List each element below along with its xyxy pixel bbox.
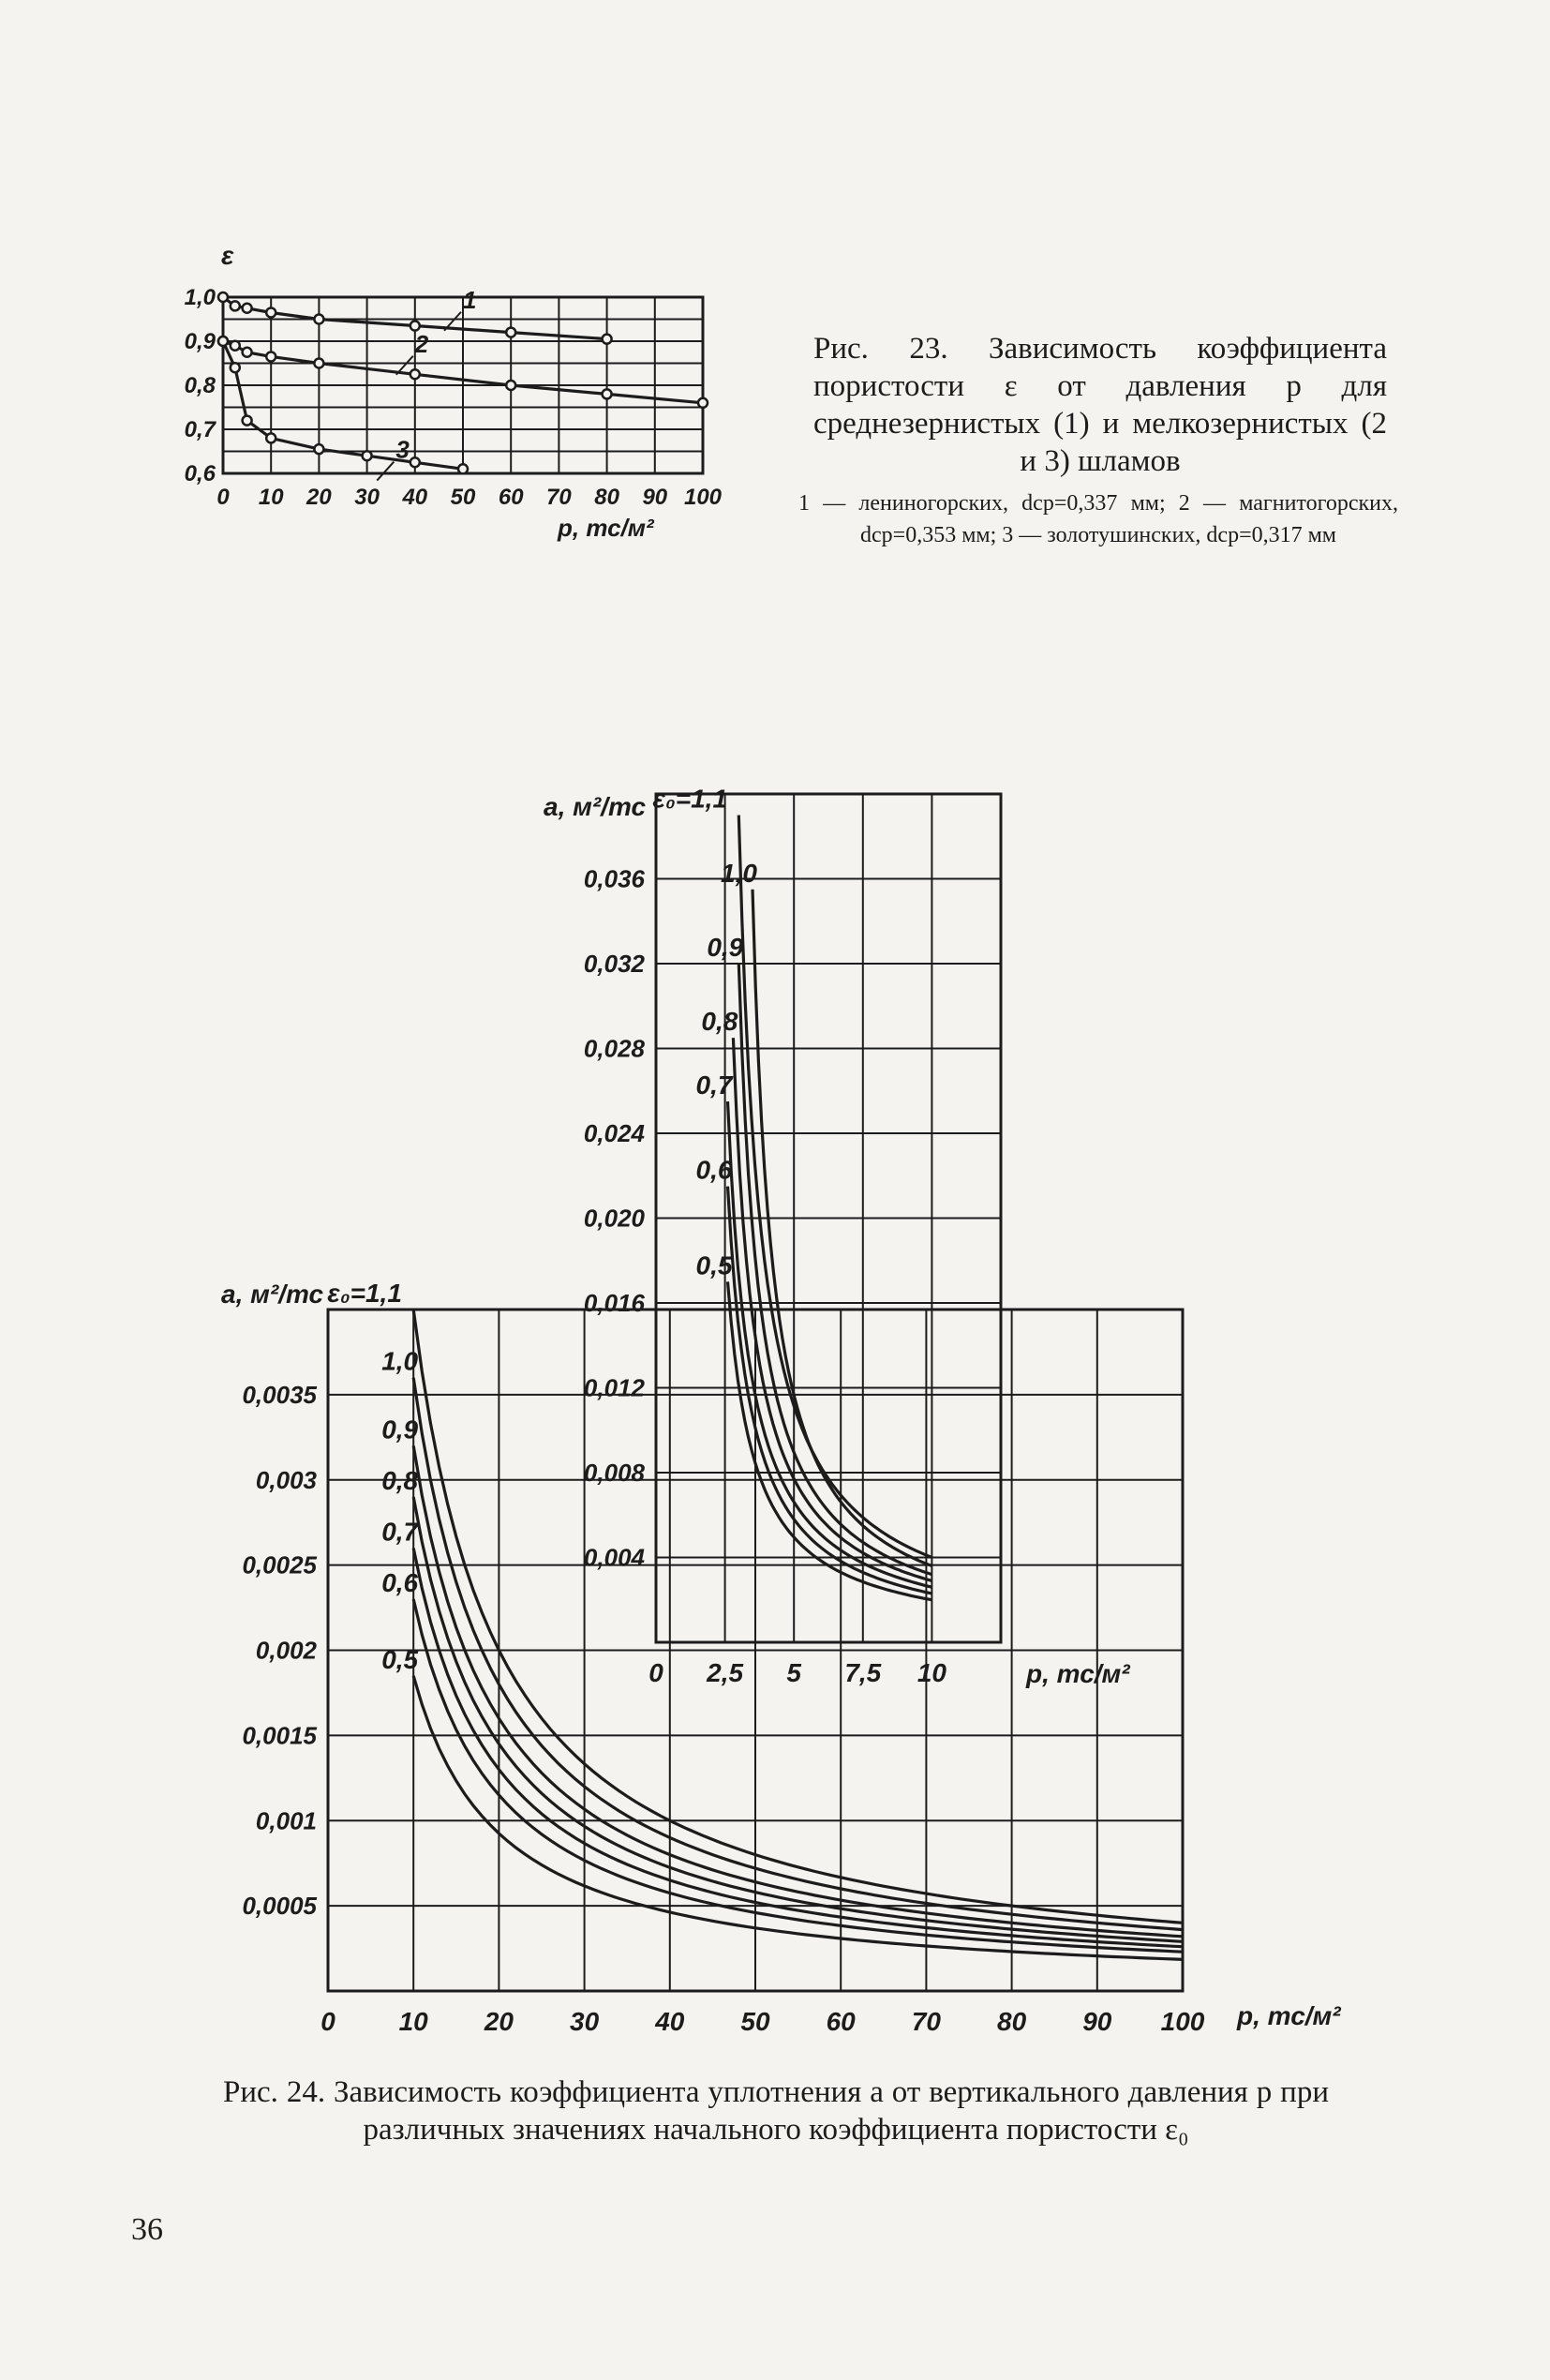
fig23-y-tick-label: 0,6: [184, 461, 216, 486]
fig24-main-y-tick-label: 0,001: [255, 1806, 317, 1835]
fig24-main-y-tick-label: 0,0025: [242, 1550, 317, 1579]
fig24-inset-y-tick-label: 0,028: [583, 1034, 645, 1063]
fig24-main-x-tick-label: 50: [740, 2007, 770, 2036]
fig24-main-grid: [328, 1310, 1183, 1991]
fig24-inset-series-label: ε₀=1,1: [652, 784, 728, 814]
fig24-main-y-tick-label: 0,003: [255, 1465, 317, 1494]
fig24-main-series-label: 0,8: [381, 1465, 419, 1495]
fig24-inset-y-tick-label: 0,012: [583, 1373, 645, 1402]
fig24-main-x-axis-label: p, тс/м²: [1237, 2001, 1341, 2030]
fig24-main-y-axis-label: a, м²/тс: [221, 1280, 324, 1309]
fig23-x-tick-label: 60: [498, 485, 524, 510]
fig23-grid: [223, 297, 703, 473]
fig24-main-series-line: [413, 1599, 1183, 1952]
fig24-chart: [206, 769, 1349, 2043]
fig24-main-x-tick-label: 40: [655, 2007, 685, 2036]
fig24-inset-y-tick-label: 0,036: [583, 864, 645, 893]
fig24-inset-y-axis-label: a, м²/тс: [544, 792, 647, 821]
fig24-main-series-line: [413, 1676, 1183, 1960]
fig24-inset-y-tick-label: 0,032: [583, 950, 645, 978]
fig23-y-tick-label: 1,0: [184, 285, 216, 310]
fig23-x-tick-label: 50: [450, 485, 476, 510]
fig23-data-point: [410, 369, 420, 379]
fig24-inset-y-tick-label: 0,016: [583, 1289, 645, 1317]
fig24-main-series-line: [413, 1549, 1183, 1947]
fig24-main-series-label: 0,9: [381, 1415, 419, 1444]
fig24-main-y-tick-label: 0,002: [255, 1636, 317, 1665]
fig24-main-x-tick-label: 10: [398, 2007, 428, 2036]
fig24-caption: Рис. 24. Зависимость коэффициента уплотнения a от вертикального давления p при различных значениях начального коэффициента пористости ε₀: [223, 2075, 1329, 2147]
fig24-inset-series-line: [753, 890, 931, 1566]
fig23-x-tick-label: 70: [546, 485, 572, 510]
fig23-chart: [184, 234, 750, 544]
fig24-inset-series-label: 0,6: [695, 1155, 733, 1185]
page-number: 36: [131, 2212, 163, 2247]
fig24-main-series-label: 0,7: [381, 1517, 419, 1547]
fig23-series-line: [223, 341, 463, 469]
fig24-main-series-line: [413, 1445, 1183, 1936]
fig23-data-point: [698, 398, 708, 408]
fig23-caption: Рис. 23. Зависимость коэффициента пористости ε от давления p для среднезернистых (1) и мелкозернистых (2 и 3) шламов: [813, 332, 1387, 478]
fig24-inset-series-label: 1,0: [721, 858, 757, 888]
fig23-data-point: [410, 457, 420, 467]
fig24-inset-series-line: [728, 1187, 932, 1594]
fig24-main-x-tick-label: 30: [570, 2007, 600, 2036]
fig23-data-point: [243, 304, 252, 313]
fig24-main-series-label: 0,6: [381, 1567, 419, 1597]
fig23-data-point: [243, 348, 252, 357]
fig24-main-y-tick-label: 0,0015: [242, 1721, 317, 1750]
fig24-inset-y-tick-label: 0,024: [583, 1119, 645, 1147]
fig23-data-point: [314, 359, 323, 368]
fig24-inset-series-label: 0,5: [695, 1250, 733, 1280]
fig24-main-y-tick-label: 0,0005: [242, 1892, 317, 1921]
fig23-x-tick-label: 0: [216, 485, 230, 510]
fig23-data-point: [266, 433, 276, 442]
fig24-inset-x-tick-label: 0: [648, 1658, 663, 1687]
fig23-data-point: [603, 389, 612, 398]
fig24-inset-series-label: 0,8: [701, 1007, 738, 1037]
fig24-inset-grid: [656, 794, 1001, 1642]
fig24-inset-x-tick-label: 2,5: [707, 1658, 744, 1687]
fig23-x-axis-label: p, тс/м²: [558, 514, 654, 542]
fig23-x-tick-label: 40: [402, 485, 428, 510]
fig24-inset-series-label: 0,7: [695, 1070, 733, 1100]
fig23-x-tick-label: 90: [642, 485, 668, 510]
fig23-data-point: [266, 352, 276, 361]
fig24-main-series-line: [413, 1310, 1183, 1923]
fig23-data-point: [218, 292, 228, 302]
fig24-main-series-label: ε₀=1,1: [327, 1279, 402, 1308]
fig24-main-x-tick-label: 20: [484, 2007, 514, 2036]
fig23-data-point: [231, 341, 240, 351]
fig23-y-tick-label: 0,9: [184, 329, 216, 354]
fig24-main-x-tick-label: 80: [997, 2007, 1027, 2036]
fig23-data-point: [458, 464, 468, 473]
fig23-y-tick-label: 0,8: [184, 373, 216, 398]
fig23-x-tick-label: 10: [258, 485, 284, 510]
fig23-data-point: [363, 451, 372, 460]
fig24-inset-series-label: 0,9: [707, 933, 744, 962]
fig24-inset-series-line: [738, 964, 931, 1575]
fig24-main-x-tick-label: 60: [826, 2007, 856, 2036]
fig24-main-x-tick-label: 70: [911, 2007, 941, 2036]
fig24-inset-y-tick-label: 0,008: [583, 1459, 645, 1487]
fig23-x-tick-label: 30: [354, 485, 380, 510]
fig23-series-label: 1: [463, 285, 477, 314]
fig23-data-point: [314, 315, 323, 324]
fig23-data-point: [218, 337, 228, 346]
fig24-main-series-label: 0,5: [381, 1644, 419, 1674]
fig23-data-point: [243, 416, 252, 426]
fig23-x-tick-label: 80: [594, 485, 619, 510]
fig23-series-label: 3: [395, 435, 410, 464]
fig23-data-point: [231, 301, 240, 310]
fig24-main-series-label: 1,0: [381, 1346, 419, 1376]
fig23-data-point: [231, 363, 240, 372]
fig23-data-point: [506, 328, 515, 337]
fig24-inset-series: [652, 785, 931, 1600]
fig23-data-point: [506, 381, 515, 390]
fig23-series-label: 2: [414, 329, 429, 358]
fig24-inset-x-tick-label: 5: [786, 1658, 801, 1687]
fig23-x-tick-label: 20: [306, 485, 332, 510]
fig24-inset-x-axis-label: p, тс/м²: [1026, 1659, 1130, 1688]
fig24-main-series-line: [413, 1497, 1183, 1941]
fig24-main-x-tick-label: 100: [1160, 2007, 1205, 2036]
fig23-y-axis-label: ε: [221, 241, 234, 270]
fig23-x-tick-label: 100: [683, 485, 723, 510]
fig23-series-leader: [377, 462, 394, 481]
fig23-data-point: [266, 307, 276, 317]
fig24-main-y-tick-label: 0,0035: [242, 1380, 317, 1409]
fig23-data-point: [603, 335, 612, 344]
fig24-inset-x-tick-label: 10: [917, 1658, 946, 1687]
fig24-inset-y-tick-label: 0,004: [583, 1543, 645, 1572]
fig24-main-x-tick-label: 90: [1082, 2007, 1112, 2036]
fig23-data-point: [314, 444, 323, 454]
fig23-legend: 1 — лениногорских, dср=0,337 мм; 2 — магнитогорских, dср=0,353 мм; 3 — золотушинских, dср=0,317 мм: [798, 491, 1398, 547]
fig24-main-x-tick-label: 0: [320, 2007, 335, 2036]
fig24-inset-x-tick-label: 7,5: [844, 1658, 882, 1687]
fig23-y-tick-label: 0,7: [184, 417, 216, 442]
fig24-inset-y-tick-label: 0,020: [583, 1204, 645, 1233]
